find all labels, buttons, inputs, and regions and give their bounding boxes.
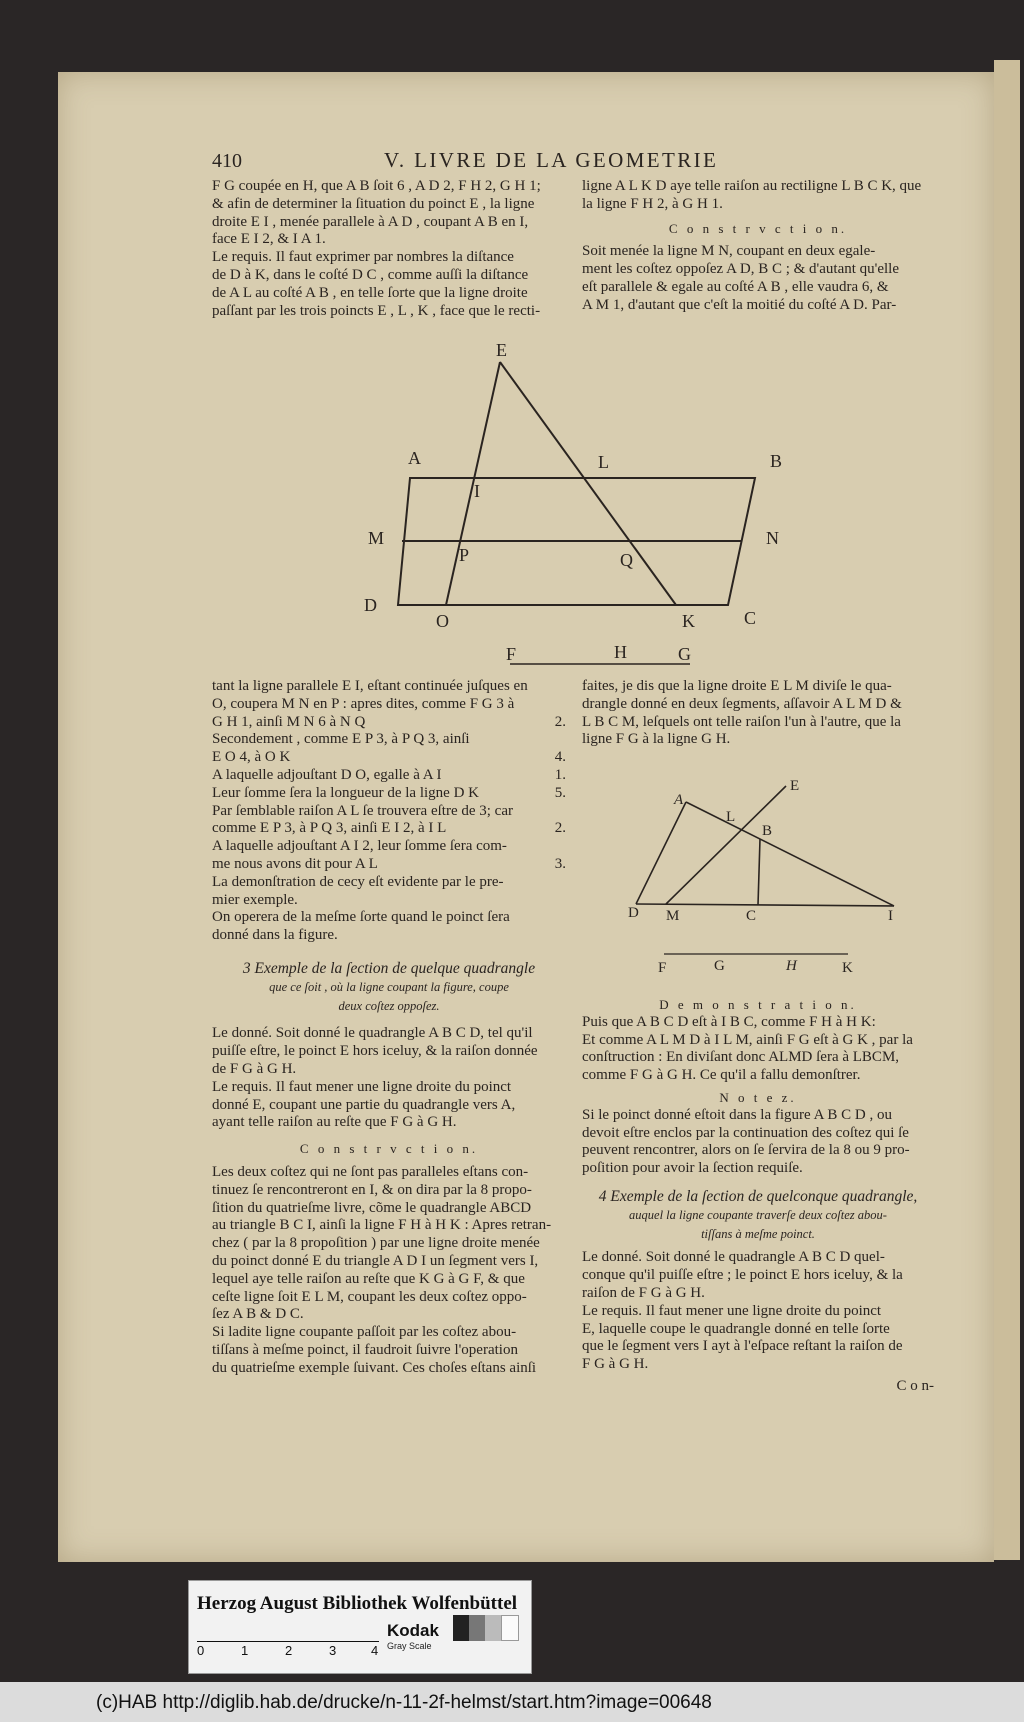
- text-line: [212, 767, 566, 785]
- fig1-label-g: G: [678, 644, 691, 664]
- text-line: comme F G à G H. Ce qu'il a fallu demonſtrer.: [582, 1067, 861, 1084]
- fig2-label-d: D: [628, 905, 639, 921]
- fig1-label-i: I: [474, 481, 480, 501]
- line-da: [636, 802, 686, 904]
- facing-page-edge: [994, 60, 1020, 1560]
- ruler-tick-0: 0: [197, 1643, 205, 1658]
- text-line: tiſſans à meſme poinct, il faudroit ſuivre l'operation: [212, 1341, 518, 1358]
- demonstration-text: [582, 1014, 934, 1085]
- text-line: F G coupée en H, que A B ſoit 6 , A D 2, F H 2, G H 1;: [212, 178, 541, 194]
- text-line: A M 1, d'autant que c'eſt la moitié du coſté A D. Par-: [582, 296, 897, 313]
- step-text: me nous avons dit pour A L: [212, 855, 378, 872]
- fig2-label-a: A: [674, 792, 684, 808]
- text-line: [212, 678, 566, 696]
- text-line: Soit menée la ligne M N, coupant en deux egale-: [582, 243, 876, 260]
- ruler-tick-3: 3: [329, 1643, 337, 1658]
- text-line: [212, 927, 566, 945]
- text-line: [212, 803, 566, 821]
- step-number: 1.: [554, 766, 566, 783]
- text-line: ſez A B & D C.: [212, 1306, 304, 1323]
- figure-quadrangle-1: [350, 330, 790, 670]
- step-text: comme E P 3, à P Q 3, ainſi E I 2, à I L: [212, 820, 447, 837]
- text-line: du poinct donné E du triangle A D I un ſegment vers I,: [212, 1252, 539, 1269]
- top-left-column: [212, 178, 566, 320]
- text-line: face E I 2, & I A 1.: [212, 231, 326, 248]
- text-line: raiſon de F G à G H.: [582, 1284, 705, 1301]
- middle-right-column: [582, 678, 934, 749]
- notez-text: [582, 1107, 934, 1178]
- text-line: [212, 874, 566, 892]
- fig1-label-n: N: [766, 528, 779, 548]
- text-line: faites, je dis que la ligne droite E L M diviſe le qua-: [582, 678, 892, 694]
- line-eml: [666, 786, 786, 904]
- text-line: au triangle B C I, ainſi la ligne F H à H K : Apres retran-: [212, 1217, 552, 1234]
- fig2-label-c: C: [746, 908, 757, 924]
- line-di: [636, 904, 894, 906]
- example-4-given: [582, 1249, 934, 1302]
- line-elk: [500, 362, 676, 605]
- ruler-tick-1: 1: [241, 1643, 249, 1658]
- text-line: peuvent rencontrer, alors on ſe ſervira de la 8 ou 9 pro-: [582, 1142, 910, 1159]
- library-color-card: [188, 1580, 532, 1674]
- step-text: tant la ligne parallele E I, eſtant continuée juſques en: [212, 678, 528, 694]
- text-line: ceſte ligne ſoit E L M, coupant les deux coſtez oppo-: [212, 1288, 527, 1305]
- fig1-label-o: O: [436, 611, 449, 631]
- step-text: Secondement , comme E P 3, à P Q 3, ainſi: [212, 731, 470, 748]
- text-line: ligne A L K D aye telle raiſon au rectiligne L B C K, que: [582, 178, 922, 194]
- kodak-logo: Kodak: [387, 1621, 439, 1640]
- fig1-label-k: K: [682, 611, 695, 631]
- text-line: chez ( par la 8 propoſition ) par une ligne droite menée: [212, 1235, 540, 1252]
- fig2-label-i: I: [888, 908, 893, 924]
- fig1-label-a: A: [408, 448, 421, 468]
- fig1-label-f: F: [506, 644, 517, 664]
- text-line: lequel aye telle raiſon au reſte que K G à G F, & que: [212, 1270, 525, 1287]
- demonstration-column: [582, 996, 934, 1396]
- fig2-label-f: F: [658, 960, 667, 976]
- text-line: [212, 909, 566, 927]
- text-line: [212, 714, 566, 732]
- text-line: [212, 892, 566, 910]
- text-line: F G à G H.: [582, 1356, 649, 1373]
- ruler-tick-4: 4: [371, 1643, 379, 1658]
- fig2-label-m: M: [666, 908, 680, 924]
- fig1-label-b: B: [770, 451, 783, 471]
- demonstration-heading: D e m o n s t r a t i o n.: [659, 997, 857, 1012]
- text-line: Les deux coſtez qui ne ſont pas paralleles eſtans con-: [212, 1163, 529, 1180]
- step-text: A laquelle adjouſtant A I 2, leur ſomme ſera com-: [212, 838, 507, 855]
- text-line: paſſant par les trois poincts E , L , K , face que le recti-: [212, 302, 541, 319]
- ruler-tick-2: 2: [285, 1643, 293, 1658]
- step-number: 4.: [554, 749, 566, 766]
- fig1-label-c: C: [744, 608, 757, 628]
- line-eok: [446, 362, 500, 605]
- example-4-title: 4 Exemple de la ſection de quelconque quadrangle, auquel la ligne coupante traverſe deux coſtez abou- tiſſans à meſme poinct.: [598, 1187, 918, 1241]
- fig1-label-l: L: [598, 452, 609, 472]
- figure-quadrangle-2: [620, 772, 930, 982]
- text-line: ligne F G à la ligne G H.: [582, 731, 731, 748]
- text-line: de A L au coſté A B , en telle ſorte que la ligne droite: [212, 284, 528, 301]
- gray-scale-label: Gray Scale: [387, 1641, 432, 1651]
- fig1-label-d: D: [364, 595, 377, 615]
- fig1-label-q: Q: [620, 550, 633, 570]
- fig2-label-e: E: [790, 778, 800, 794]
- example-4-required: [582, 1303, 934, 1374]
- text-line: [212, 856, 566, 874]
- text-line: Puis que A B C D eſt à I B C, comme F H à H K:: [582, 1013, 876, 1030]
- step-text: La demonſtration de cecy eſt evidente par le pre-: [212, 873, 504, 890]
- example-3-column: [212, 960, 566, 1378]
- text-line: Le donné. Soit donné le quadrangle A B C D, tel qu'il: [212, 1025, 533, 1042]
- step-number: 2.: [554, 820, 566, 837]
- footer-credit-link[interactable]: (c)HAB http://diglib.hab.de/drucke/n-11-2f-helmst/start.htm?image=00648: [96, 1692, 712, 1713]
- text-line: [212, 696, 566, 714]
- example-3-required: [212, 1079, 566, 1132]
- text-line: du quatrieſme exemple ſuivant. Ces choſes eſtans ainſi: [212, 1359, 537, 1376]
- fig2-label-h: H: [786, 958, 797, 974]
- example-3-title: 3 Exemple de la ſection de quelque quadrangle que ce ſoit , où la ligne coupant la figure, coupe deux coſtez oppoſez.: [242, 960, 536, 1013]
- text-line: [212, 838, 566, 856]
- text-line: de D à K, dans le coſté D C , comme auſſi la diſtance: [212, 266, 529, 283]
- text-line: conſtruction : En diviſant donc ALMD ſera à LBCM,: [582, 1049, 900, 1066]
- fig2-label-l: L: [726, 809, 736, 825]
- text-line: de F G à G H.: [212, 1060, 297, 1077]
- text-line: Le requis. Il faut mener une ligne droite du poinct: [582, 1302, 882, 1319]
- step-number: 5.: [554, 784, 566, 801]
- step-number: 3.: [554, 855, 566, 872]
- text-line: que le ſegment vers I ayt à l'eſpace reſtant la raiſon de: [582, 1338, 903, 1355]
- fig1-label-p: P: [459, 545, 470, 565]
- text-line: tinuez ſe rencontreront en I, & on dira par la 8 propo-: [212, 1181, 532, 1198]
- page-number: 410: [212, 150, 242, 172]
- catchword: C o n-: [896, 1377, 934, 1394]
- text-line: ayant telle raiſon au reſte que F G à G H.: [212, 1114, 457, 1131]
- text-line: devoit eſtre enclos par la continuation des coſtez qui ſe: [582, 1124, 909, 1141]
- text-line: conque qu'il puiſſe eſtre ; le poinct E hors iceluy, & la: [582, 1267, 903, 1284]
- step-text: On operera de la meſme ſorte quand le poinct ſera: [212, 909, 510, 926]
- text-line: Si le poinct donné eſtoit dans la figure A B C D , ou: [582, 1106, 892, 1123]
- fig2-label-b: B: [762, 823, 773, 839]
- text-line: [212, 820, 566, 838]
- step-text: Leur ſomme ſera la longueur de la ligne D K: [212, 784, 479, 801]
- text-line: ment les coſtez oppoſez A D, B C ; & d'autant qu'elle: [582, 261, 900, 278]
- text-line: [212, 785, 566, 803]
- example-3-construction: [212, 1164, 566, 1378]
- text-line: Le requis. Il faut exprimer par nombres la diſtance: [212, 249, 514, 266]
- text-line: ſition du quatrieſme livre, cõme le quadrangle ABCD: [212, 1199, 532, 1216]
- step-number: 2.: [554, 713, 566, 730]
- text-line: C o n s t r v c t i o n.: [668, 220, 848, 236]
- footer-bar: [0, 1682, 1024, 1722]
- text-line: & afin de determiner la ſituation du poinct E , la ligne: [212, 195, 535, 212]
- text-line: Le donné. Soit donné le quadrangle A B C D quel-: [582, 1249, 885, 1266]
- library-name: Herzog August Bibliothek Wolfenbüttel: [197, 1593, 518, 1614]
- fig2-label-g: G: [714, 958, 725, 974]
- step-text: Par ſemblable raiſon A L ſe trouvera eſtre de 3; car: [212, 802, 513, 819]
- text-line: [212, 749, 566, 767]
- text-line: [212, 731, 566, 749]
- step-text: E O 4, à O K: [212, 749, 291, 766]
- line-bc: [758, 839, 760, 905]
- notez-heading: N o t e z.: [719, 1089, 797, 1105]
- step-text: donné dans la figure.: [212, 927, 338, 944]
- text-line: la ligne F H 2, à G H 1.: [582, 195, 723, 212]
- step-text: mier exemple.: [212, 891, 298, 908]
- text-line: L B C M, leſquels ont telle raiſon l'un à l'autre, que la: [582, 713, 901, 730]
- text-line: Le requis. Il faut mener une ligne droite du poinct: [212, 1078, 512, 1095]
- text-line: donné E, coupant une partie du quadrangle vers A,: [212, 1096, 516, 1113]
- fig2-label-k: K: [842, 960, 853, 976]
- step-text: A laquelle adjouſtant D O, egalle à A I: [212, 766, 442, 783]
- text-line: Et comme A L M D à I L M, ainſi F G eſt à G K , par la: [582, 1031, 913, 1048]
- scale-ruler: [197, 1627, 379, 1642]
- text-line: puiſſe eſtre, le poinct E hors iceluy, & la raiſon donnée: [212, 1043, 538, 1060]
- text-line: poſition pour avoir la ſection requiſe.: [582, 1160, 803, 1177]
- middle-left-column: [212, 678, 566, 945]
- step-text: O, coupera M N en P : apres dites, comme F G 3 à: [212, 695, 515, 712]
- text-line: Si ladite ligne coupante paſſoit par les coſtez abou-: [212, 1324, 517, 1341]
- text-line: drangle donné en deux ſegments, aſſavoir A L M D &: [582, 695, 902, 712]
- gray-scale-swatches: [453, 1615, 519, 1641]
- text-line: droite E I , menée parallele à A D , coupant A B en I,: [212, 213, 529, 230]
- example-3-construction-heading: C o n s t r v c t i o n.: [299, 1141, 479, 1157]
- example-3-given: [212, 1025, 566, 1078]
- fig1-label-m: M: [368, 528, 385, 548]
- fig1-label-h: H: [614, 642, 627, 662]
- text-line: eſt parallele & egale au coſté A B , elle vaudra 6, &: [582, 278, 889, 295]
- text-line: E, laquelle coupe le quadrangle donné en telle ſorte: [582, 1320, 890, 1337]
- fig1-label-e: E: [496, 340, 507, 360]
- step-text: G H 1, ainſi M N 6 à N Q: [212, 713, 366, 730]
- top-right-column: [582, 178, 934, 315]
- running-title: V. LIVRE DE LA GEOMETRIE: [384, 148, 719, 172]
